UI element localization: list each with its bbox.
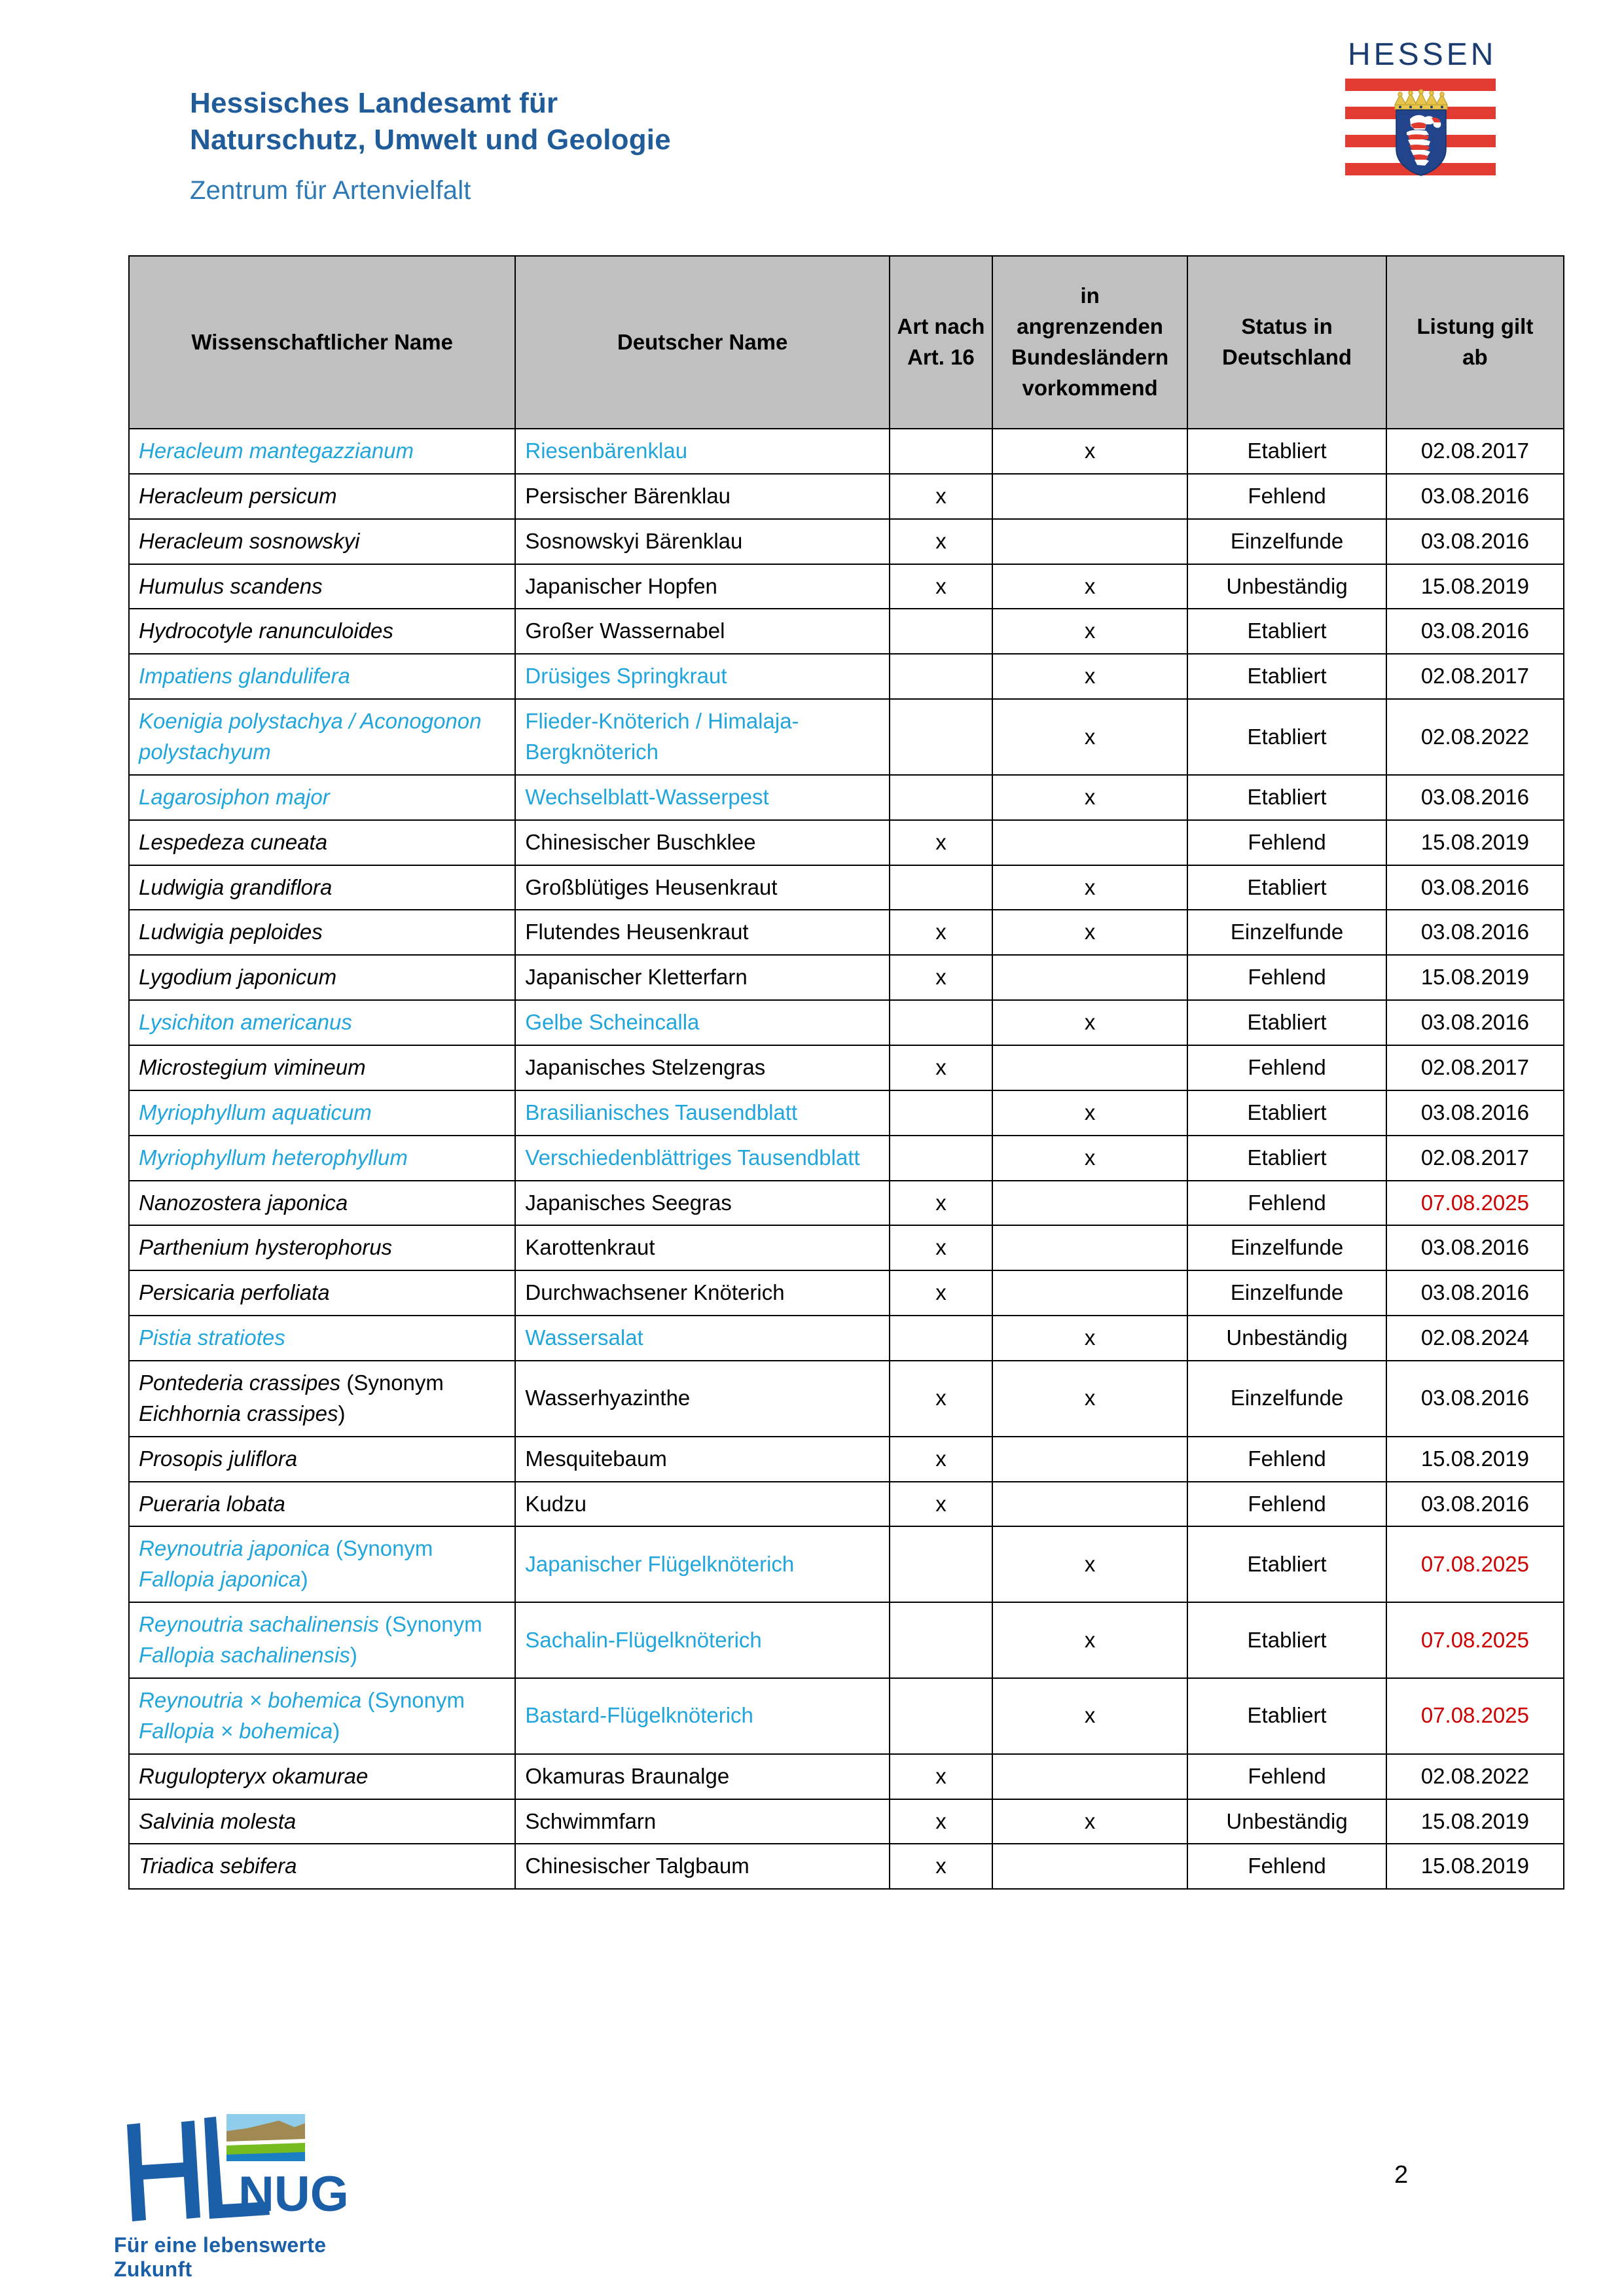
cell-adjacent-states-mark: x (992, 1602, 1187, 1678)
table-row (129, 1602, 1564, 1678)
scientific-name-fragment: Reynoutria × bohemica (139, 1687, 368, 1712)
cell-adjacent-states-mark: x (992, 1678, 1187, 1754)
cell-scientific-name: Hydrocotyle ranunculoides (129, 609, 515, 654)
cell-scientific-name: Myriophyllum aquaticum (129, 1090, 515, 1136)
column-header-art-16 (890, 256, 992, 429)
cell-scientific-name: Humulus scandens (129, 564, 515, 609)
cell-art-16-mark: x (890, 1270, 992, 1316)
cell-listing-valid-from: 03.08.2016 (1386, 1270, 1564, 1316)
cell-german-name: Japanischer Kletterfarn (515, 955, 890, 1000)
cell-german-name: Mesquitebaum (515, 1437, 890, 1482)
table-row (129, 910, 1564, 955)
cell-german-name: Persischer Bärenklau (515, 474, 890, 519)
table-row (129, 519, 1564, 564)
cell-status-germany: Einzelfunde (1187, 1270, 1386, 1316)
cell-scientific-name (129, 1602, 515, 1678)
cell-status-germany: Etabliert (1187, 1000, 1386, 1045)
column-header-adjacent-states (992, 256, 1187, 429)
cell-adjacent-states-mark: x (992, 1799, 1187, 1844)
cell-listing-valid-from: 15.08.2019 (1386, 564, 1564, 609)
cell-listing-valid-from: 02.08.2017 (1386, 654, 1564, 699)
cell-status-germany: Fehlend (1187, 1045, 1386, 1090)
cell-art-16-mark (890, 1602, 992, 1678)
column-header-scientific-name: Wissenschaftlicher Name (129, 256, 515, 429)
cell-adjacent-states-mark (992, 1270, 1187, 1316)
cell-scientific-name: Rugulopteryx okamurae (129, 1754, 515, 1799)
scientific-name-fragment: Reynoutria japonica (139, 1536, 336, 1561)
cell-status-germany: Etabliert (1187, 699, 1386, 775)
cell-scientific-name: Salvinia molesta (129, 1799, 515, 1844)
cell-listing-valid-from: 02.08.2022 (1386, 1754, 1564, 1799)
cell-german-name: Chinesischer Buschklee (515, 820, 890, 865)
cell-adjacent-states-mark: x (992, 699, 1187, 775)
cell-listing-valid-from: 15.08.2019 (1386, 1437, 1564, 1482)
cell-status-germany: Unbeständig (1187, 1316, 1386, 1361)
cell-german-name: Sachalin-Flügelknöterich (515, 1602, 890, 1678)
synonym-label-fragment: ) (338, 1401, 346, 1426)
synonym-label-fragment: (Synonym (367, 1687, 465, 1712)
table-row (129, 1316, 1564, 1361)
scientific-name-fragment: Fallopia sachalinensis (139, 1643, 350, 1668)
cell-art-16-mark: x (890, 1799, 992, 1844)
hlnug-logo (111, 2113, 386, 2282)
table-row (129, 1225, 1564, 1270)
cell-adjacent-states-mark (992, 1437, 1187, 1482)
cell-listing-valid-from: 03.08.2016 (1386, 474, 1564, 519)
cell-status-germany: Einzelfunde (1187, 910, 1386, 955)
hessen-wordmark: HESSEN (1348, 37, 1497, 72)
cell-status-germany: Etabliert (1187, 1602, 1386, 1678)
table-row (129, 1437, 1564, 1482)
cell-scientific-name: Lespedeza cuneata (129, 820, 515, 865)
cell-german-name: Drüsiges Springkraut (515, 654, 890, 699)
column-header-listing-valid-from-line-1: Listung gilt (1416, 314, 1534, 339)
page-footer (0, 2101, 1624, 2296)
cell-art-16-mark: x (890, 519, 992, 564)
table-row (129, 564, 1564, 609)
cell-german-name: Japanischer Flügelknöterich (515, 1526, 890, 1602)
cell-german-name: Bastard-Flügelknöterich (515, 1678, 890, 1754)
scientific-name-fragment: Fallopia japonica (139, 1567, 301, 1592)
table-row (129, 1000, 1564, 1045)
cell-listing-valid-from: 03.08.2016 (1386, 910, 1564, 955)
cell-adjacent-states-mark: x (992, 654, 1187, 699)
table-row (129, 1045, 1564, 1090)
cell-art-16-mark: x (890, 1437, 992, 1482)
cell-status-germany: Etabliert (1187, 1090, 1386, 1136)
cell-scientific-name: Lagarosiphon major (129, 775, 515, 820)
table-row (129, 1844, 1564, 1889)
column-header-status-germany (1187, 256, 1386, 429)
cell-listing-valid-from: 03.08.2016 (1386, 1090, 1564, 1136)
cell-listing-valid-from: 03.08.2016 (1386, 519, 1564, 564)
hlnug-wordmark-icon (111, 2113, 353, 2227)
cell-adjacent-states-mark: x (992, 1316, 1187, 1361)
cell-german-name: Wechselblatt-Wasserpest (515, 775, 890, 820)
cell-german-name: Wassersalat (515, 1316, 890, 1361)
cell-adjacent-states-mark: x (992, 1090, 1187, 1136)
organization-title-block (190, 85, 1106, 207)
cell-adjacent-states-mark: x (992, 865, 1187, 910)
table-row (129, 955, 1564, 1000)
cell-listing-valid-from: 03.08.2016 (1386, 1225, 1564, 1270)
table-row (129, 820, 1564, 865)
cell-german-name: Kudzu (515, 1482, 890, 1527)
cell-scientific-name: Pueraria lobata (129, 1482, 515, 1527)
cell-adjacent-states-mark (992, 820, 1187, 865)
cell-scientific-name: Koenigia polystachya / Aconogonon polystachyum (129, 699, 515, 775)
scientific-name-fragment: Eichhornia crassipes (139, 1401, 338, 1426)
svg-text:NUG: NUG (238, 2166, 349, 2222)
table-row (129, 1482, 1564, 1527)
org-title-line-1: Hessisches Landesamt für (190, 87, 558, 119)
cell-german-name: Gelbe Scheincalla (515, 1000, 890, 1045)
cell-scientific-name: Pistia stratiotes (129, 1316, 515, 1361)
cell-listing-valid-from: 02.08.2022 (1386, 699, 1564, 775)
cell-status-germany: Fehlend (1187, 1437, 1386, 1482)
cell-art-16-mark (890, 775, 992, 820)
cell-art-16-mark: x (890, 564, 992, 609)
hlnug-tagline: Für eine lebenswerte Zukunft (114, 2233, 327, 2281)
cell-status-germany: Einzelfunde (1187, 519, 1386, 564)
cell-listing-valid-from: 15.08.2019 (1386, 1844, 1564, 1889)
table-row (129, 865, 1564, 910)
scientific-name-fragment: Reynoutria sachalinensis (139, 1612, 386, 1637)
synonym-label-fragment: (Synonym (335, 1536, 433, 1561)
table-row (129, 775, 1564, 820)
hessen-logo (1345, 39, 1496, 179)
table-header-row (129, 256, 1564, 429)
cell-listing-valid-from: 02.08.2024 (1386, 1316, 1564, 1361)
cell-scientific-name: Heracleum persicum (129, 474, 515, 519)
cell-adjacent-states-mark (992, 1844, 1187, 1889)
scientific-name-fragment: Pontederia crassipes (139, 1371, 347, 1395)
cell-scientific-name: Lysichiton americanus (129, 1000, 515, 1045)
cell-listing-valid-from: 07.08.2025 (1386, 1181, 1564, 1226)
species-listing-table (128, 255, 1564, 1890)
cell-art-16-mark: x (890, 1482, 992, 1527)
cell-scientific-name: Triadica sebifera (129, 1844, 515, 1889)
cell-status-germany: Fehlend (1187, 820, 1386, 865)
table-row (129, 1361, 1564, 1437)
cell-scientific-name: Ludwigia grandiflora (129, 865, 515, 910)
cell-art-16-mark: x (890, 820, 992, 865)
cell-status-germany: Einzelfunde (1187, 1361, 1386, 1437)
cell-german-name: Schwimmfarn (515, 1799, 890, 1844)
synonym-label-fragment: ) (333, 1718, 340, 1743)
cell-listing-valid-from: 07.08.2025 (1386, 1602, 1564, 1678)
cell-art-16-mark: x (890, 1181, 992, 1226)
table-row (129, 1678, 1564, 1754)
page-title (190, 85, 1106, 159)
cell-listing-valid-from: 02.08.2017 (1386, 1136, 1564, 1181)
cell-art-16-mark (890, 1000, 992, 1045)
hessen-flag-graphic (1345, 77, 1496, 179)
cell-german-name: Okamuras Braunalge (515, 1754, 890, 1799)
cell-scientific-name: Ludwigia peploides (129, 910, 515, 955)
cell-status-germany: Etabliert (1187, 865, 1386, 910)
cell-scientific-name: Myriophyllum heterophyllum (129, 1136, 515, 1181)
cell-listing-valid-from: 07.08.2025 (1386, 1526, 1564, 1602)
cell-adjacent-states-mark: x (992, 429, 1187, 474)
cell-listing-valid-from: 03.08.2016 (1386, 609, 1564, 654)
cell-german-name: Flieder-Knöterich / Himalaja-Bergknöterich (515, 699, 890, 775)
cell-art-16-mark: x (890, 955, 992, 1000)
column-header-listing-valid-from (1386, 256, 1564, 429)
cell-adjacent-states-mark (992, 955, 1187, 1000)
page-number: 2 (1394, 2161, 1409, 2189)
cell-german-name: Verschiedenblättriges Tausendblatt (515, 1136, 890, 1181)
cell-german-name: Sosnowskyi Bärenklau (515, 519, 890, 564)
cell-listing-valid-from: 02.08.2017 (1386, 429, 1564, 474)
cell-scientific-name: Nanozostera japonica (129, 1181, 515, 1226)
cell-adjacent-states-mark: x (992, 564, 1187, 609)
table-row (129, 1136, 1564, 1181)
cell-scientific-name (129, 1526, 515, 1602)
cell-scientific-name: Microstegium vimineum (129, 1045, 515, 1090)
cell-adjacent-states-mark: x (992, 775, 1187, 820)
cell-scientific-name: Parthenium hysterophorus (129, 1225, 515, 1270)
table-row (129, 474, 1564, 519)
table-row (129, 429, 1564, 474)
cell-adjacent-states-mark: x (992, 1000, 1187, 1045)
table-row (129, 699, 1564, 775)
column-header-adjacent-states-line-4: vorkommend (1022, 375, 1158, 400)
cell-art-16-mark (890, 609, 992, 654)
cell-status-germany: Unbeständig (1187, 1799, 1386, 1844)
cell-art-16-mark (890, 1136, 992, 1181)
column-header-art-16-line-1: Art nach (897, 314, 985, 339)
cell-status-germany: Etabliert (1187, 1526, 1386, 1602)
cell-adjacent-states-mark: x (992, 1136, 1187, 1181)
cell-status-germany: Fehlend (1187, 1754, 1386, 1799)
column-header-adjacent-states-line-2: angrenzenden (1017, 314, 1163, 339)
synonym-label-fragment: (Synonym (346, 1371, 444, 1395)
column-header-status-germany-line-1: Status in (1241, 314, 1333, 339)
cell-german-name: Durchwachsener Knöterich (515, 1270, 890, 1316)
column-header-status-germany-line-2: Deutschland (1222, 345, 1352, 369)
cell-status-germany: Fehlend (1187, 955, 1386, 1000)
cell-status-germany: Fehlend (1187, 1844, 1386, 1889)
cell-status-germany: Fehlend (1187, 474, 1386, 519)
cell-adjacent-states-mark (992, 1045, 1187, 1090)
org-title-line-2: Naturschutz, Umwelt und Geologie (190, 124, 671, 156)
table-row (129, 1526, 1564, 1602)
cell-scientific-name: Heracleum mantegazzianum (129, 429, 515, 474)
cell-adjacent-states-mark (992, 474, 1187, 519)
cell-status-germany: Unbeständig (1187, 564, 1386, 609)
cell-scientific-name (129, 1678, 515, 1754)
hessen-coat-of-arms-icon (1392, 88, 1450, 176)
cell-art-16-mark (890, 699, 992, 775)
org-subtitle: Zentrum für Artenvielfalt (190, 175, 471, 205)
table-row (129, 1181, 1564, 1226)
cell-scientific-name: Prosopis juliflora (129, 1437, 515, 1482)
cell-status-germany: Etabliert (1187, 1678, 1386, 1754)
table-row (129, 1270, 1564, 1316)
cell-german-name: Riesenbärenklau (515, 429, 890, 474)
cell-art-16-mark (890, 1526, 992, 1602)
cell-art-16-mark (890, 1316, 992, 1361)
cell-listing-valid-from: 03.08.2016 (1386, 1000, 1564, 1045)
cell-adjacent-states-mark (992, 1181, 1187, 1226)
cell-german-name: Chinesischer Talgbaum (515, 1844, 890, 1889)
cell-german-name: Brasilianisches Tausendblatt (515, 1090, 890, 1136)
cell-status-germany: Etabliert (1187, 654, 1386, 699)
column-header-adjacent-states-line-1: in (1080, 283, 1100, 308)
cell-status-germany: Etabliert (1187, 609, 1386, 654)
scientific-name-fragment: Fallopia × bohemica (139, 1718, 333, 1743)
cell-art-16-mark (890, 865, 992, 910)
cell-adjacent-states-mark: x (992, 1361, 1187, 1437)
cell-adjacent-states-mark: x (992, 1526, 1187, 1602)
cell-listing-valid-from: 07.08.2025 (1386, 1678, 1564, 1754)
cell-art-16-mark (890, 654, 992, 699)
cell-listing-valid-from: 03.08.2016 (1386, 1361, 1564, 1437)
cell-listing-valid-from: 03.08.2016 (1386, 865, 1564, 910)
cell-german-name: Japanisches Stelzengras (515, 1045, 890, 1090)
cell-art-16-mark (890, 1090, 992, 1136)
synonym-label-fragment: ) (350, 1643, 357, 1668)
cell-listing-valid-from: 15.08.2019 (1386, 955, 1564, 1000)
cell-scientific-name (129, 1361, 515, 1437)
cell-listing-valid-from: 15.08.2019 (1386, 820, 1564, 865)
table-row (129, 1799, 1564, 1844)
cell-scientific-name: Heracleum sosnowskyi (129, 519, 515, 564)
cell-german-name: Karottenkraut (515, 1225, 890, 1270)
cell-listing-valid-from: 15.08.2019 (1386, 1799, 1564, 1844)
cell-german-name: Japanisches Seegras (515, 1181, 890, 1226)
cell-scientific-name: Impatiens glandulifera (129, 654, 515, 699)
cell-listing-valid-from: 02.08.2017 (1386, 1045, 1564, 1090)
cell-german-name: Japanischer Hopfen (515, 564, 890, 609)
table-body (129, 429, 1564, 1889)
cell-art-16-mark: x (890, 1225, 992, 1270)
cell-art-16-mark: x (890, 1844, 992, 1889)
cell-scientific-name: Persicaria perfoliata (129, 1270, 515, 1316)
cell-listing-valid-from: 03.08.2016 (1386, 775, 1564, 820)
cell-art-16-mark (890, 429, 992, 474)
cell-german-name: Großer Wassernabel (515, 609, 890, 654)
cell-art-16-mark: x (890, 1361, 992, 1437)
synonym-label-fragment: (Synonym (385, 1612, 482, 1637)
cell-german-name: Wasserhyazinthe (515, 1361, 890, 1437)
cell-adjacent-states-mark (992, 1754, 1187, 1799)
column-header-art-16-line-2: Art. 16 (907, 345, 975, 369)
cell-status-germany: Etabliert (1187, 1136, 1386, 1181)
cell-adjacent-states-mark: x (992, 609, 1187, 654)
cell-art-16-mark: x (890, 910, 992, 955)
cell-scientific-name: Lygodium japonicum (129, 955, 515, 1000)
cell-status-germany: Etabliert (1187, 775, 1386, 820)
column-header-adjacent-states-line-3: Bundesländern (1011, 345, 1169, 369)
cell-art-16-mark: x (890, 474, 992, 519)
table-row (129, 609, 1564, 654)
cell-art-16-mark: x (890, 1754, 992, 1799)
cell-adjacent-states-mark (992, 1482, 1187, 1527)
cell-adjacent-states-mark (992, 1225, 1187, 1270)
cell-adjacent-states-mark: x (992, 910, 1187, 955)
column-header-german-name: Deutscher Name (515, 256, 890, 429)
column-header-listing-valid-from-line-2: ab (1462, 345, 1488, 369)
table-row (129, 1090, 1564, 1136)
cell-status-germany: Fehlend (1187, 1181, 1386, 1226)
cell-german-name: Flutendes Heusenkraut (515, 910, 890, 955)
cell-german-name: Großblütiges Heusenkraut (515, 865, 890, 910)
cell-art-16-mark (890, 1678, 992, 1754)
table-row (129, 654, 1564, 699)
page-header (0, 0, 1624, 249)
cell-status-germany: Fehlend (1187, 1482, 1386, 1527)
cell-art-16-mark: x (890, 1045, 992, 1090)
table-row (129, 1754, 1564, 1799)
cell-status-germany: Einzelfunde (1187, 1225, 1386, 1270)
cell-listing-valid-from: 03.08.2016 (1386, 1482, 1564, 1527)
synonym-label-fragment: ) (300, 1567, 308, 1592)
cell-status-germany: Etabliert (1187, 429, 1386, 474)
cell-adjacent-states-mark (992, 519, 1187, 564)
